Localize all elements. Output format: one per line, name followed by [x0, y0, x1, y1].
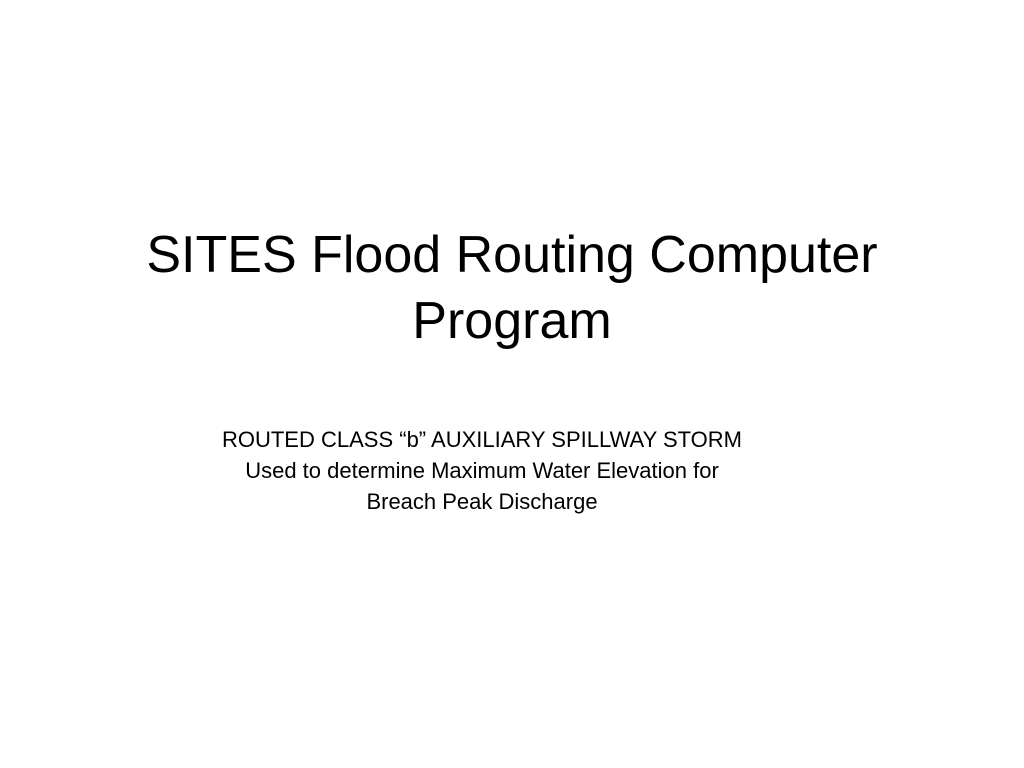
slide-title [0, 222, 1024, 354]
title-line-1: SITES Flood Routing Computer [146, 226, 878, 284]
slide-subtitle [112, 424, 852, 517]
subtitle-line-1: ROUTED CLASS “b” AUXILIARY SPILLWAY STORM [221, 427, 742, 452]
subtitle-line-3: Breach Peak Discharge [366, 489, 598, 514]
title-line-2: Program [412, 292, 612, 350]
subtitle-line-2: Used to determine Maximum Water Elevation for [245, 458, 719, 483]
